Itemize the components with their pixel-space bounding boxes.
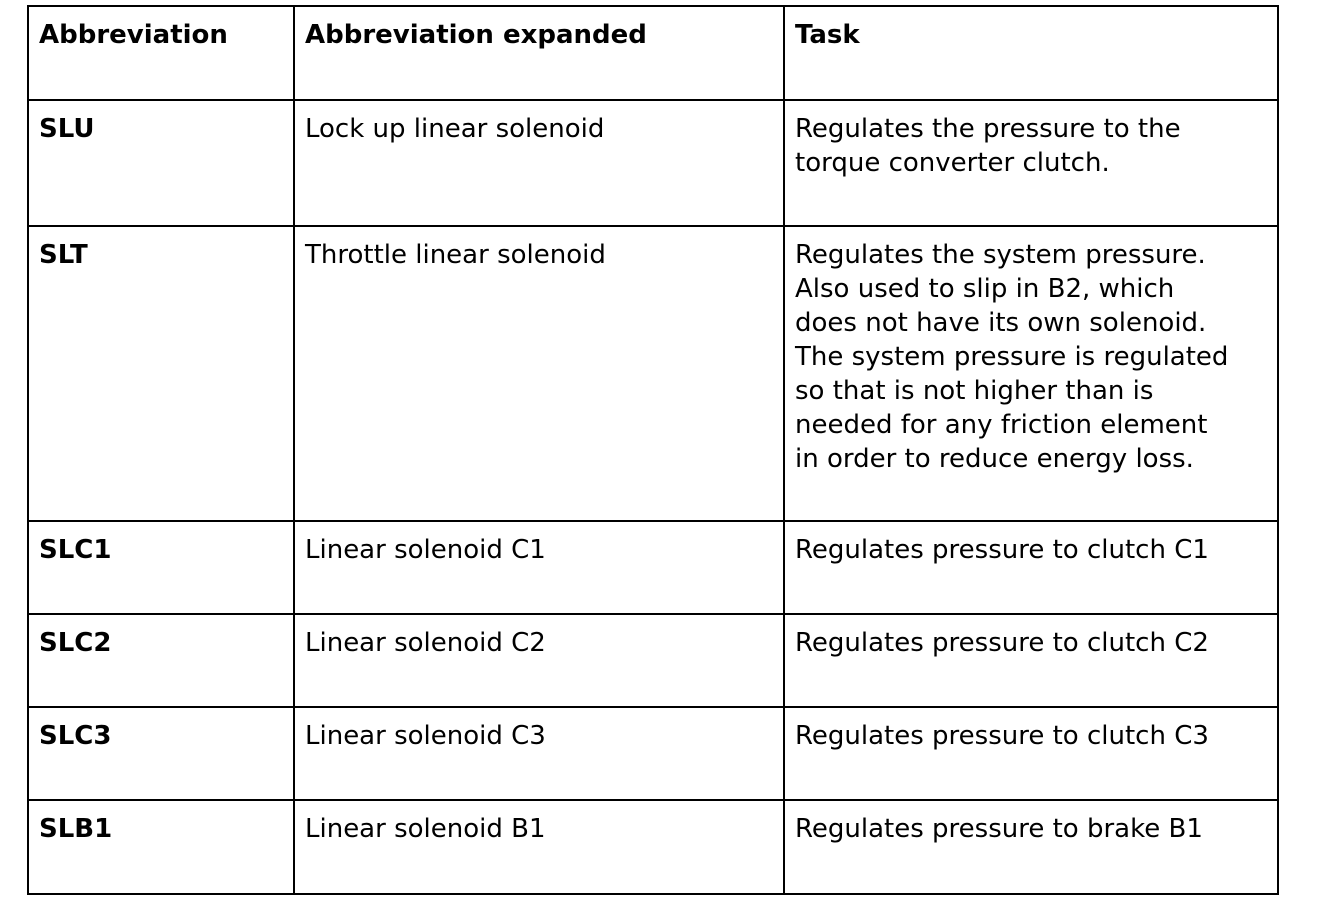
table-header-row [28,6,1278,100]
task-line: The system pressure is regulated [795,342,1229,372]
abbreviation-cell: SLU [28,100,294,226]
table-row [28,707,1278,800]
header-abbreviation: Abbreviation [28,6,294,100]
task-cell [784,614,1278,707]
task-line: needed for any friction element [795,410,1208,440]
table-row [28,614,1278,707]
solenoid-table [27,5,1279,895]
task-cell [784,521,1278,614]
abbreviation-cell: SLC2 [28,614,294,707]
expanded-cell: Throttle linear solenoid [294,226,784,521]
header-task: Task [784,6,1278,100]
expanded-cell: Linear solenoid C1 [294,521,784,614]
expanded-cell: Lock up linear solenoid [294,100,784,226]
task-cell [784,226,1278,521]
task-line: in order to reduce energy loss. [795,444,1194,474]
abbreviation-cell: SLB1 [28,800,294,894]
abbreviation-cell: SLC3 [28,707,294,800]
expanded-cell: Linear solenoid C2 [294,614,784,707]
table-row [28,800,1278,894]
task-cell [784,100,1278,226]
task-line: torque converter clutch. [795,148,1110,178]
task-line: so that is not higher than is [795,376,1154,406]
task-line: Regulates pressure to clutch C3 [795,721,1209,751]
task-line: Regulates pressure to brake B1 [795,814,1203,844]
expanded-cell: Linear solenoid B1 [294,800,784,894]
abbreviation-cell: SLC1 [28,521,294,614]
expanded-cell: Linear solenoid C3 [294,707,784,800]
header-abbreviation-expanded: Abbreviation expanded [294,6,784,100]
table-row [28,226,1278,521]
task-cell [784,707,1278,800]
task-cell [784,800,1278,894]
task-line: Regulates pressure to clutch C1 [795,535,1209,565]
task-line: does not have its own solenoid. [795,308,1207,338]
table-row [28,100,1278,226]
table-row [28,521,1278,614]
task-line: Regulates the system pressure. [795,240,1206,270]
task-line: Regulates the pressure to the [795,114,1181,144]
task-line: Regulates pressure to clutch C2 [795,628,1209,658]
task-line: Also used to slip in B2, which [795,274,1175,304]
abbreviation-cell: SLT [28,226,294,521]
